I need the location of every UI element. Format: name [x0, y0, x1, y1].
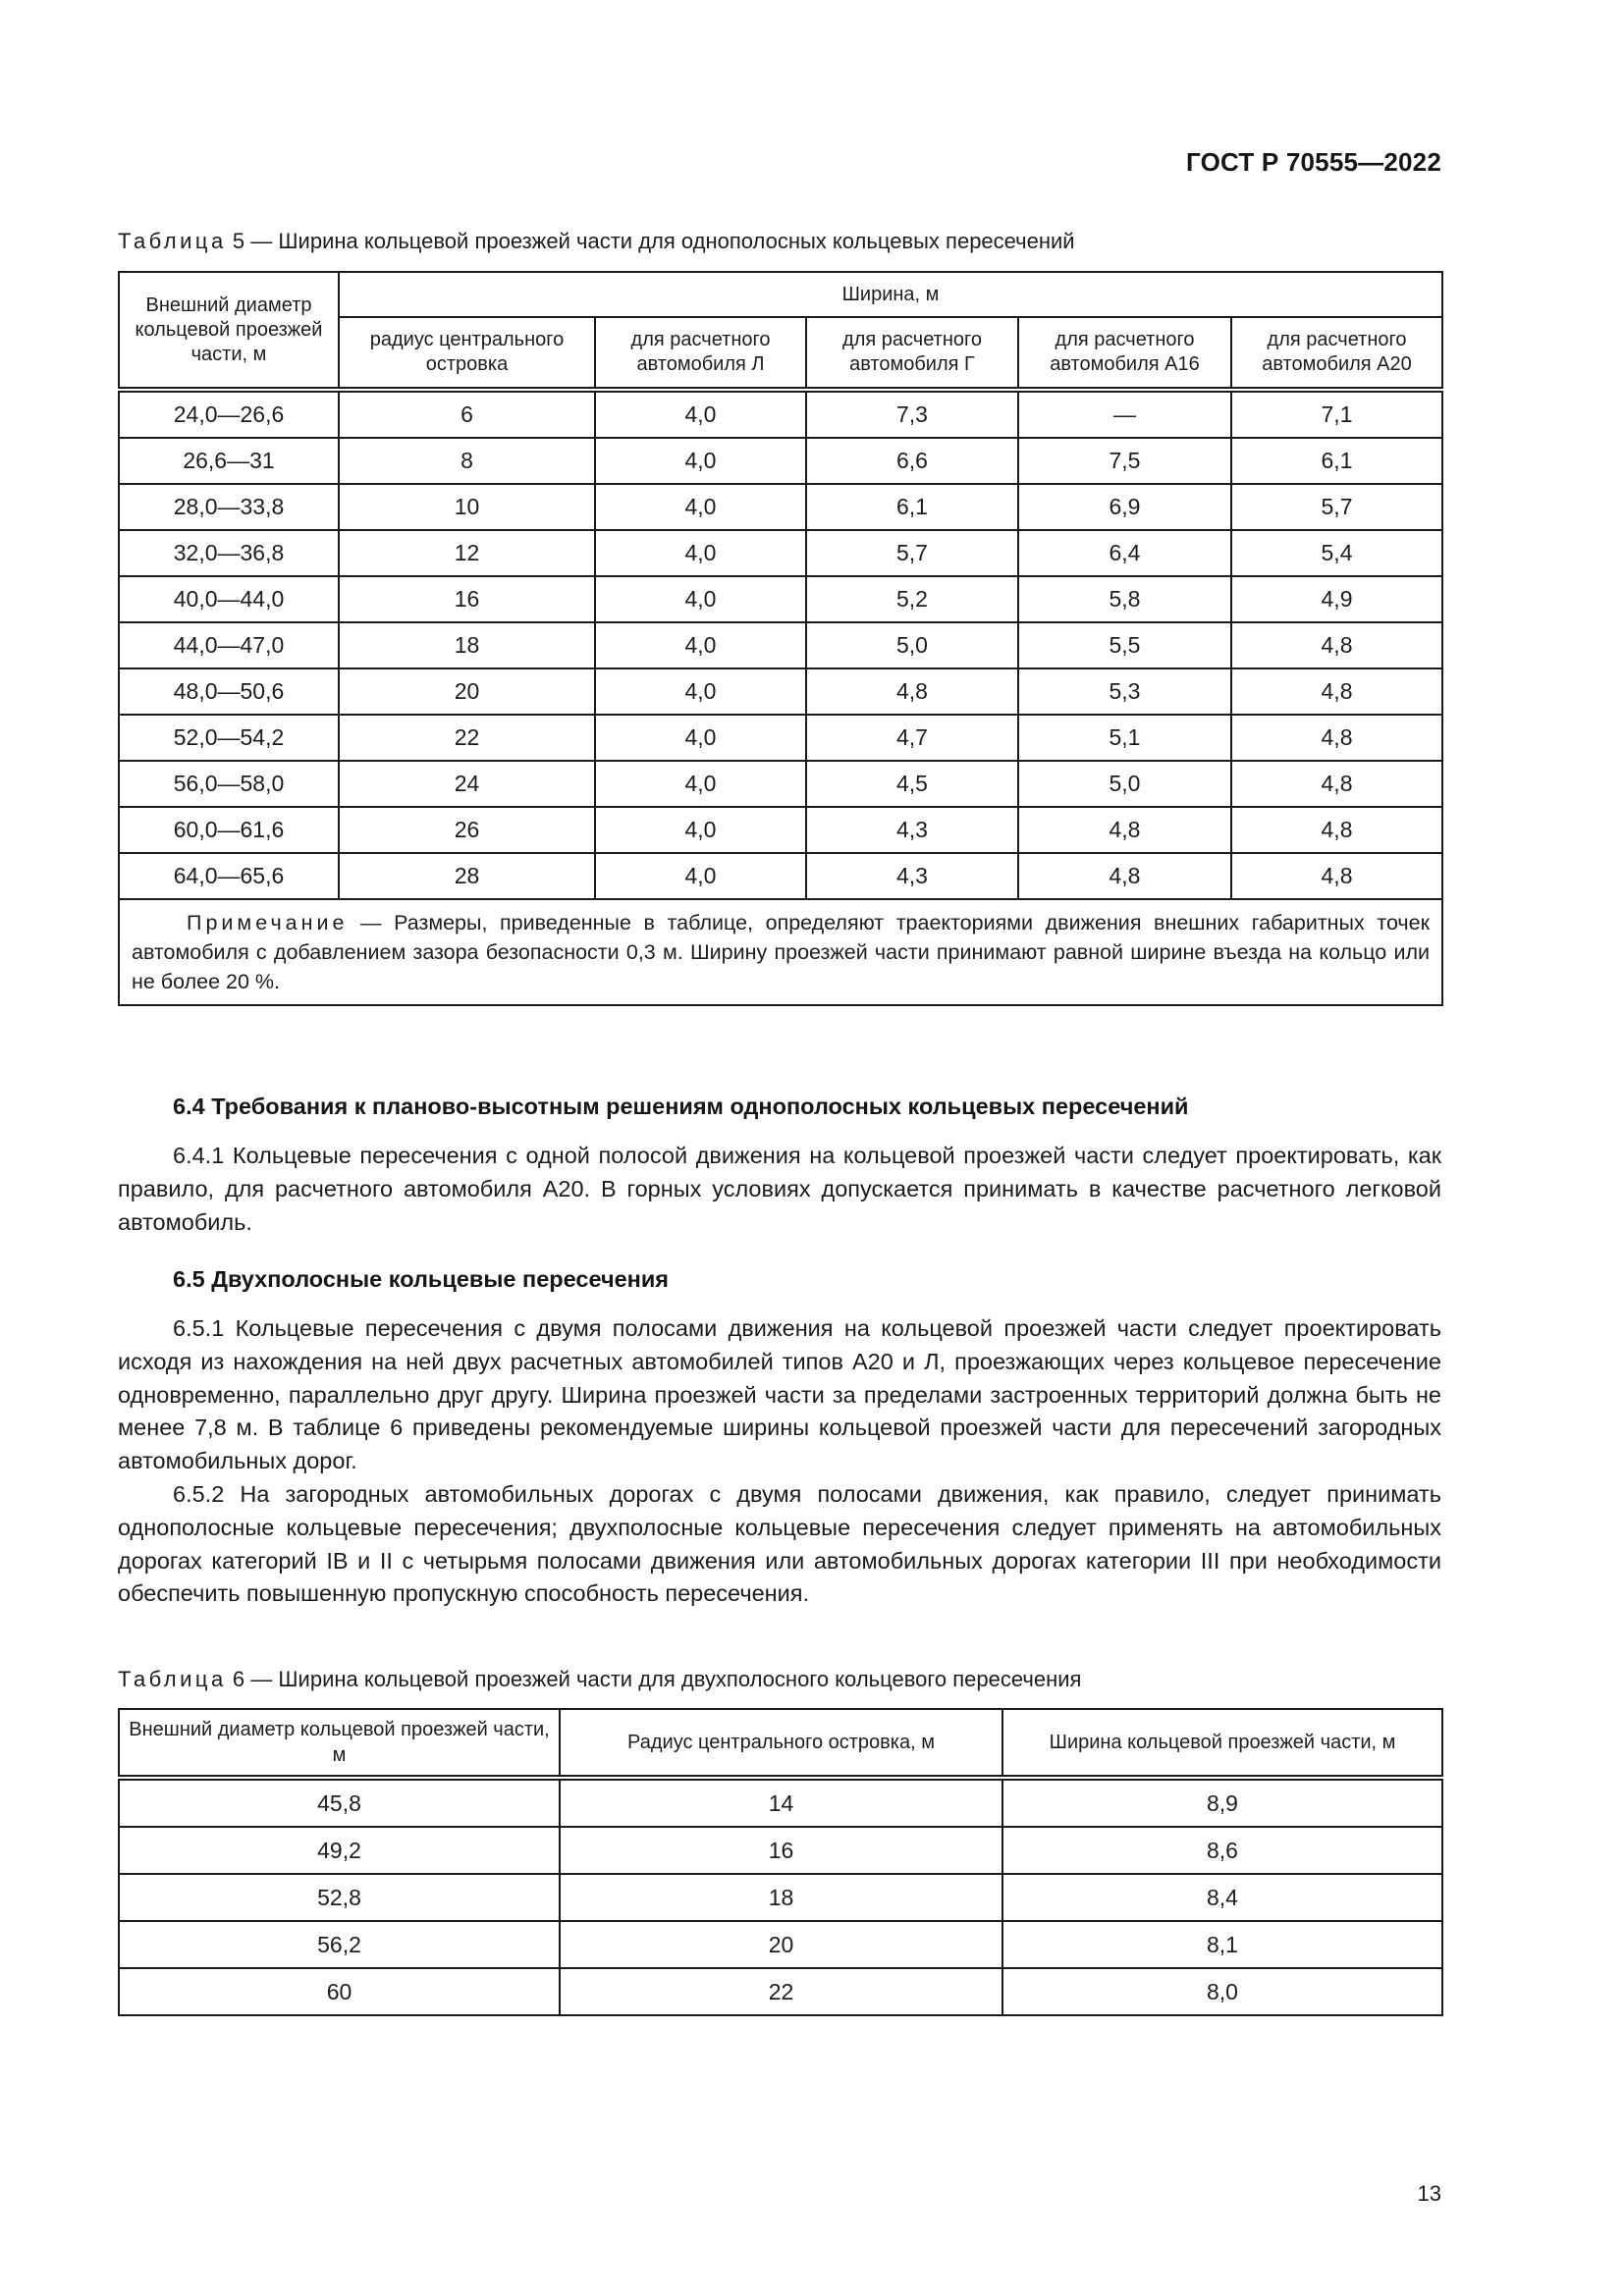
table6-caption-number: 6: [232, 1667, 245, 1691]
cell-diameter: 26,6—31: [119, 438, 339, 484]
table5-header-width-group: Ширина, м: [339, 272, 1442, 317]
cell-car-a20: 4,8: [1231, 807, 1442, 853]
table5-note-row: [119, 899, 1442, 1005]
table6-caption: [118, 1667, 1081, 1692]
cell-car-a20: 4,9: [1231, 576, 1442, 622]
cell-car-l: 4,0: [595, 390, 806, 438]
table-row: [119, 622, 1442, 668]
cell-diameter: 24,0—26,6: [119, 390, 339, 438]
table-row: [119, 530, 1442, 576]
cell-car-g: 5,7: [806, 530, 1018, 576]
table6-header-radius: Радиус центрального островка, м: [560, 1709, 1002, 1778]
table6-header-diameter: Внешний диаметр кольцевой проезжей части, м: [119, 1709, 560, 1778]
cell-car-g: 6,1: [806, 484, 1018, 530]
cell-car-g: 4,7: [806, 715, 1018, 761]
cell-car-g: 6,6: [806, 438, 1018, 484]
cell-car-a20: 7,1: [1231, 390, 1442, 438]
cell-car-g: 4,8: [806, 668, 1018, 715]
cell-radius: 12: [339, 530, 595, 576]
cell-width: 8,1: [1002, 1921, 1442, 1968]
table5-caption-text: — Ширина кольцевой проезжей части для однополосных кольцевых пересечений: [250, 229, 1075, 253]
cell-car-l: 4,0: [595, 622, 806, 668]
table6-caption-text: — Ширина кольцевой проезжей части для двухполосного кольцевого пересечения: [250, 1667, 1082, 1691]
table6-caption-label: Таблица: [118, 1667, 227, 1691]
cell-diameter: 52,0—54,2: [119, 715, 339, 761]
cell-radius: 14: [560, 1778, 1002, 1827]
table-row: [119, 438, 1442, 484]
table-row: [119, 1921, 1442, 1968]
cell-radius: 18: [339, 622, 595, 668]
paragraph-6-5-2: 6.5.2 На загородных автомобильных дорогах с двумя полосами движения, как правило, следует принимать однополосные кольцевые пересечения; двухполосные кольцевые пересечения следует применять на автомобильных дорогах категорий IВ и II с четырьмя полосами движения или автомобильных дорогах категории III при необходимости обеспечить повышенную пропускную способность пересечения.: [118, 1481, 1441, 1607]
cell-width: 8,4: [1002, 1874, 1442, 1921]
cell-diameter: 44,0—47,0: [119, 622, 339, 668]
cell-radius: 24: [339, 761, 595, 807]
cell-width: 8,0: [1002, 1968, 1442, 2015]
cell-car-a20: 5,7: [1231, 484, 1442, 530]
table5: [118, 271, 1443, 1006]
cell-diameter: 56,2: [119, 1921, 560, 1968]
cell-radius: 20: [560, 1921, 1002, 1968]
cell-radius: 22: [339, 715, 595, 761]
cell-radius: 16: [560, 1827, 1002, 1874]
cell-car-a20: 4,8: [1231, 853, 1442, 899]
table-row: [119, 576, 1442, 622]
cell-car-l: 4,0: [595, 576, 806, 622]
table5-header-car-a20: для расчетного автомобиля А20: [1231, 317, 1442, 390]
cell-diameter: 49,2: [119, 1827, 560, 1874]
cell-car-a16: 5,0: [1018, 761, 1231, 807]
cell-car-a16: 4,8: [1018, 853, 1231, 899]
table-row: [119, 1968, 1442, 2015]
cell-radius: 22: [560, 1968, 1002, 2015]
cell-radius: 6: [339, 390, 595, 438]
cell-car-g: 4,3: [806, 807, 1018, 853]
cell-car-a16: —: [1018, 390, 1231, 438]
cell-car-a16: 6,4: [1018, 530, 1231, 576]
cell-car-l: 4,0: [595, 853, 806, 899]
table5-header-car-a16: для расчетного автомобиля А16: [1018, 317, 1231, 390]
cell-car-a16: 4,8: [1018, 807, 1231, 853]
table5-caption: [118, 229, 1075, 254]
cell-car-g: 4,3: [806, 853, 1018, 899]
cell-radius: 10: [339, 484, 595, 530]
cell-radius: 20: [339, 668, 595, 715]
cell-car-a20: 5,4: [1231, 530, 1442, 576]
table6: [118, 1708, 1443, 2016]
cell-car-a20: 4,8: [1231, 761, 1442, 807]
table-row: [119, 1874, 1442, 1921]
table-row: [119, 853, 1442, 899]
page-number: 13: [1417, 2181, 1441, 2206]
cell-car-g: 5,2: [806, 576, 1018, 622]
cell-car-a20: 6,1: [1231, 438, 1442, 484]
cell-car-l: 4,0: [595, 715, 806, 761]
table-row: [119, 807, 1442, 853]
cell-car-g: 4,5: [806, 761, 1018, 807]
table-row: [119, 390, 1442, 438]
cell-car-g: 7,3: [806, 390, 1018, 438]
table-row: [119, 484, 1442, 530]
table-row: [119, 715, 1442, 761]
cell-diameter: 56,0—58,0: [119, 761, 339, 807]
cell-car-l: 4,0: [595, 530, 806, 576]
cell-diameter: 40,0—44,0: [119, 576, 339, 622]
cell-car-a20: 4,8: [1231, 715, 1442, 761]
cell-diameter: 48,0—50,6: [119, 668, 339, 715]
cell-diameter: 64,0—65,6: [119, 853, 339, 899]
cell-diameter: 60,0—61,6: [119, 807, 339, 853]
table5-caption-number: 5: [232, 229, 245, 253]
cell-diameter: 32,0—36,8: [119, 530, 339, 576]
table5-note: [119, 899, 1442, 1005]
cell-diameter: 60: [119, 1968, 560, 2015]
cell-diameter: 45,8: [119, 1778, 560, 1827]
cell-car-a16: 7,5: [1018, 438, 1231, 484]
cell-car-l: 4,0: [595, 438, 806, 484]
cell-car-a16: 5,8: [1018, 576, 1231, 622]
table-row: [119, 761, 1442, 807]
cell-width: 8,6: [1002, 1827, 1442, 1874]
table6-header-width: Ширина кольцевой проезжей части, м: [1002, 1709, 1442, 1778]
cell-car-a16: 5,5: [1018, 622, 1231, 668]
cell-car-l: 4,0: [595, 807, 806, 853]
table5-note-label: Примечание: [187, 911, 349, 934]
table5-caption-label: Таблица: [118, 229, 227, 253]
cell-radius: 26: [339, 807, 595, 853]
cell-car-a20: 4,8: [1231, 622, 1442, 668]
cell-car-a16: 5,1: [1018, 715, 1231, 761]
table5-header-car-g: для расчетного автомобиля Г: [806, 317, 1018, 390]
table5-header-radius: радиус центрального островка: [339, 317, 595, 390]
table-row: [119, 1827, 1442, 1874]
section-6-4-heading: 6.4 Требования к планово-высотным решениям однополосных кольцевых пересечений: [173, 1094, 1189, 1119]
cell-car-l: 4,0: [595, 761, 806, 807]
table-row: [119, 1778, 1442, 1827]
cell-car-l: 4,0: [595, 484, 806, 530]
table5-header-car-l: для расчетного автомобиля Л: [595, 317, 806, 390]
document-code: ГОСТ Р 70555—2022: [1186, 147, 1441, 177]
cell-car-a20: 4,8: [1231, 668, 1442, 715]
cell-car-a16: 6,9: [1018, 484, 1231, 530]
table5-header-diameter: Внешний диаметр кольцевой проезжей части, м: [119, 272, 339, 390]
cell-car-l: 4,0: [595, 668, 806, 715]
cell-diameter: 52,8: [119, 1874, 560, 1921]
cell-width: 8,9: [1002, 1778, 1442, 1827]
cell-radius: 8: [339, 438, 595, 484]
cell-car-a16: 5,3: [1018, 668, 1231, 715]
paragraph-6-5-1: 6.5.1 Кольцевые пересечения с двумя полосами движения на кольцевой проезжей части следует проектировать исходя из нахождения на ней двух расчетных автомобилей типов А20 и Л, проезжающих через кольцевое пересечение одновременно, параллельно друг другу. Ширина проезжей части за пределами застроенных территорий должна быть не менее 7,8 м. В таблице 6 приведены рекомендуемые ширины кольцевой проезжей части для пересечений загородных автомобильных дорог.: [118, 1315, 1441, 1474]
table-row: [119, 668, 1442, 715]
table5-note-text: — Размеры, приведенные в таблице, определяют траекториями движения внешних габаритных точек автомобиля с добавлением зазора безопасности 0,3 м. Ширину проезжей части принимают равной ширине въезда на кольцо или не более 20 %.: [132, 911, 1431, 993]
section-6-5-heading: 6.5 Двухполосные кольцевые пересечения: [173, 1266, 670, 1292]
cell-car-g: 5,0: [806, 622, 1018, 668]
cell-diameter: 28,0—33,8: [119, 484, 339, 530]
paragraph-6-4-1: 6.4.1 Кольцевые пересечения с одной полосой движения на кольцевой проезжей части следует проектировать, как правило, для расчетного автомобиля А20. В горных условиях допускается принимать в качестве расчетного легковой автомобиль.: [118, 1143, 1441, 1235]
cell-radius: 28: [339, 853, 595, 899]
cell-radius: 16: [339, 576, 595, 622]
cell-radius: 18: [560, 1874, 1002, 1921]
